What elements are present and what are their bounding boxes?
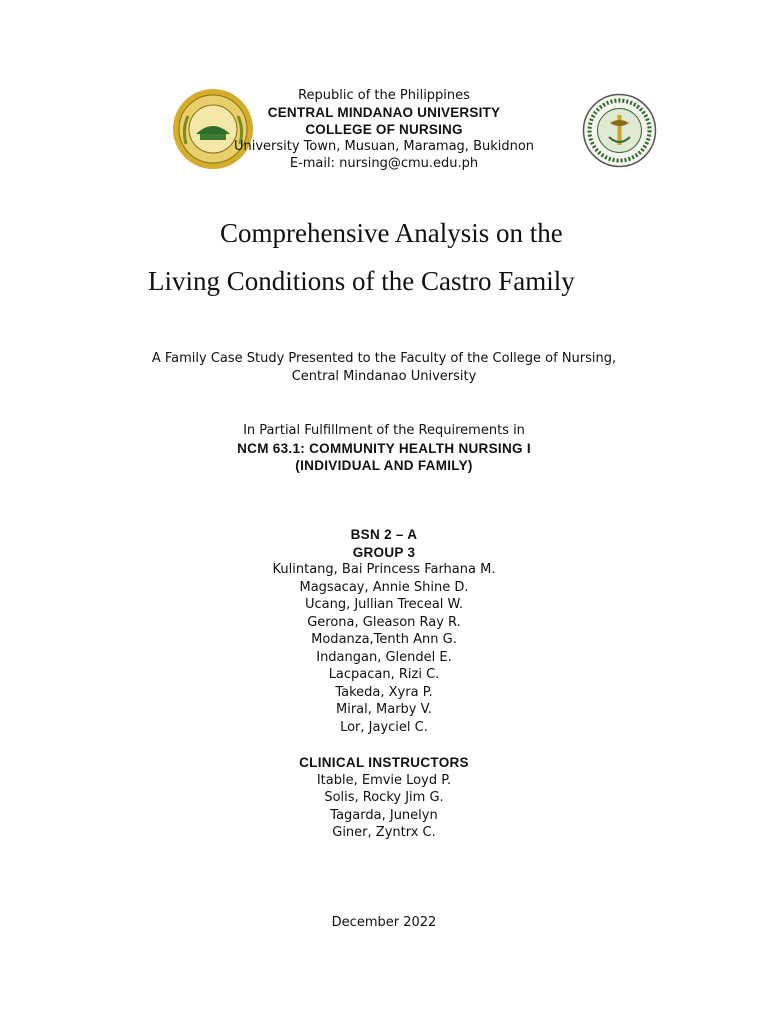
email-line: E-mail: nursing@cmu.edu.ph [289,156,479,171]
member-name: Gerona, Gleason Ray R. [307,614,461,630]
document-title-line1: Comprehensive Analysis on the [220,218,563,248]
instructors-block [0,754,768,842]
section-label: BSN 2 – A [350,527,418,542]
presented-line1: A Family Case Study Presented to the Faculty of the College of Nursing, [151,351,617,366]
member-name: Ucang, Jullian Treceal W. [304,597,464,612]
instructor-name: Solis, Rocky Jim G. [324,790,444,805]
member-name: Modanza,Tenth Ann G. [311,632,457,647]
fulfillment-line: In Partial Fulfillment of the Requirements in [243,423,525,438]
submission-date: December 2022 [331,915,437,930]
letterhead [0,87,768,172]
university-name: CENTRAL MINDANAO UNIVERSITY [267,105,501,120]
member-name: Takeda, Xyra P. [335,684,433,700]
instructors-heading: CLINICAL INSTRUCTORS [299,755,469,770]
college-name: COLLEGE OF NURSING [305,122,463,137]
member-name: Magsacay, Annie Shine D. [299,579,469,595]
member-list [0,561,768,736]
member-name: Indangan, Glendel E. [316,649,452,665]
presentation-statement [0,350,768,385]
address-line: University Town, Musuan, Maramag, Bukidnon [233,139,535,154]
member-name: Lor, Jayciel C. [340,719,428,735]
member-name: Miral, Marby V. [336,702,432,717]
member-name: Lacpacan, Rizi C. [328,667,440,682]
instructor-name: Giner, Zyntrx C. [332,825,436,840]
fulfillment-statement [0,422,768,475]
group-block [0,526,768,736]
instructor-name: Tagarda, Junelyn [330,807,438,823]
document-title-line2: Living Conditions of the Castro Family [148,266,575,296]
republic-line: Republic of the Philippines [298,88,470,103]
group-label: GROUP 3 [352,544,416,560]
member-name: Kulintang, Bai Princess Farhana M. [272,562,496,577]
presented-line2: Central Mindanao University [291,368,477,384]
instructor-name: Itable, Emvie Loyd P. [316,772,452,788]
course-title: NCM 63.1: COMMUNITY HEALTH NURSING I [237,440,531,456]
course-subtitle: (INDIVIDUAL AND FAMILY) [295,458,473,473]
